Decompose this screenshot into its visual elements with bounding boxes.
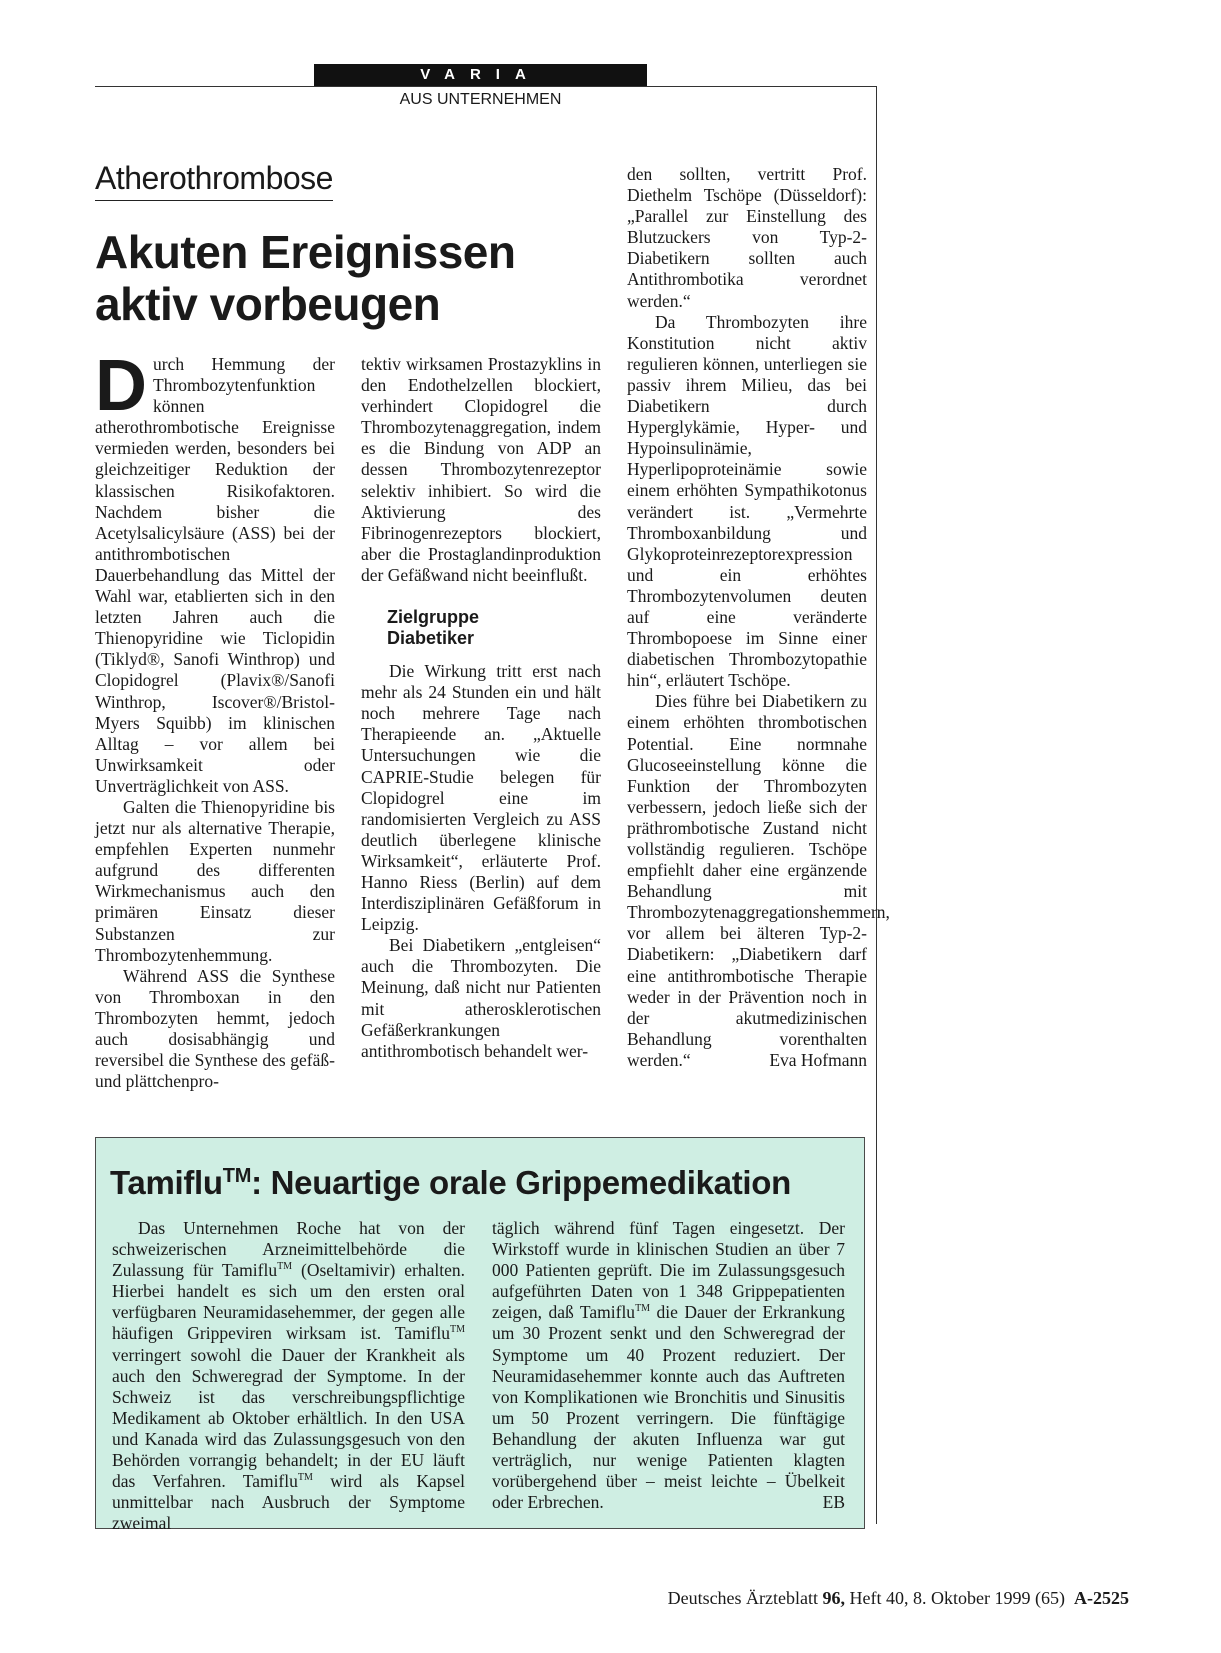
box-paragraph: [492, 1218, 845, 1513]
article-paragraph: [95, 346, 335, 797]
header-rule: [95, 86, 876, 87]
article-author: Eva Hofmann: [769, 1049, 867, 1070]
section-title: VARIA: [314, 64, 647, 86]
box-column-1: [112, 1218, 465, 1534]
article-paragraph: Während ASS die Synthese von Thromboxan in den Thrombozyten hemmt, jedoch auch dosisabhängig und reversibel die Synthese des gefäß- und plättchenpro-: [95, 965, 335, 1092]
subhead-line-1: Zielgruppe: [387, 607, 480, 628]
box-title-brand: Tamiflu: [110, 1164, 223, 1201]
subhead-line-2: Diabetiker: [387, 628, 475, 649]
trademark-mark: TM: [635, 1303, 651, 1315]
article-kicker: Atherothrombose: [95, 158, 333, 201]
article-paragraph: tektiv wirksamen Prostazyklins in den Endothelzellen blockiert, verhindert Clopidogrel die Thrombozytenaggregation, indem es die Bindung von ADP an dessen Thrombozytenrezeptor selektiv inhibiert. So wird die Aktivierung des Fibrinogenrezeptors blockiert, aber die Prostaglandinproduktion der Gefäßwand nicht beeinflußt.: [361, 354, 601, 585]
box-title-rest: : Neuartige orale Grippemedikation: [251, 1164, 792, 1201]
article-column-1: [95, 346, 335, 1092]
text-run: täglich während fünf Tagen eingesetzt. Der Wirkstoff wurde in klinischen Studien an über 7 000 Patienten geprüft. Die im Zulassungsgesuch aufgeführten Daten von 1 348 Grippepatienten zeigen, daß Tamiflu: [492, 1218, 845, 1323]
footer-volume: 96,: [822, 1588, 846, 1608]
article-column-3: [627, 164, 890, 1071]
tamiflu-box: [95, 1137, 865, 1534]
page-footer: [668, 1587, 1129, 1609]
text-run: die Dauer der Erkrankung um 30 Prozent senkt und den Schweregrad der Symptome um 40 Prozent reduziert. Der Neuramidasehemmer konnte auch das Auftreten von Komplikationen wie Bronchitis und Sinusitis um 50 Prozent verringern. Die fünftägige Behandlung der akuten Influenza war gut verträglich, nur wenige Patienten klagten vorübergehend über – meist leichte – Übelkeit oder Erbrechen.: [492, 1302, 845, 1513]
article-paragraph: Die Wirkung tritt erst nach mehr als 24 Stunden ein und hält noch mehrere Tage nach Therapieende an. „Aktuelle Untersuchungen wie die CAPRIE-Studie belegen für Clopidogrel eine im randomisierten Vergleich zu ASS deutlich überlegene klinische Wirksamkeit“, erläuterte Prof. Hanno Riess (Berlin) auf dem Interdisziplinären Gefäßforum in Leipzig.: [361, 661, 601, 935]
footer-page-number: A-2525: [1074, 1588, 1129, 1608]
text-run: (Oseltamivir) erhalten. Hierbei handelt es sich um den ersten oral verfügbaren Neuramidasehemmer, der gegen alle häufigen Grippeviren wirksam ist. Tamiflu: [112, 1260, 465, 1344]
box-column-2: [492, 1218, 845, 1513]
drop-cap: D: [95, 346, 147, 426]
footer-journal: Deutsches Ärzteblatt: [667, 1588, 823, 1608]
text-run: wird als Kapsel unmittelbar nach Ausbruch der Symptome zweimal: [112, 1471, 465, 1534]
text-run: verringert sowohl die Dauer der Krankheit als auch den Schweregrad der Symptome. In der Schweiz ist das verschreibungspflichtige Medikament ab Oktober erhältlich. In den USA und Kanada wird das Zulassungsgesuch von den Behörden vorrangig behandelt; in der EU läuft das Verfahren. Tamiflu: [112, 1344, 465, 1492]
article-headline: [95, 226, 595, 330]
text-run: Das Unternehmen Roche hat von der schweizerischen Arzneimittelbehörde die Zulassung für Tamiflu: [112, 1218, 465, 1281]
column-rule: [876, 86, 877, 1524]
box-title: [110, 1156, 791, 1203]
section-subtitle: AUS UNTERNEHMEN: [399, 91, 562, 108]
article-paragraph: den sollten, vertritt Prof. Diethelm Tschöpe (Düsseldorf): „Parallel zur Einstellung des Blutzuckers von Typ-2-Diabetikern sollten auch Antithrombotika verordnet werden.“: [627, 164, 867, 311]
trademark-mark: TM: [450, 1324, 465, 1336]
article-paragraph: Galten die Thienopyridine bis jetzt nur als alternative Therapie, empfehlen Experten nunmehr aufgrund des differenten Wirkmechanismus auch den primären Einsatz dieser Substanzen zur Thrombozytenhemmung.: [95, 796, 335, 965]
headline-line-2: aktiv vorbeugen: [95, 278, 441, 330]
paragraph-text: Dies führe bei Diabetikern zu einem erhöhten thrombotischen Potential. Eine normnahe Glucoseeinstellung könne die Funktion der Thrombozyten verbessern, jedoch ließe sich der präthrombotische Zustand nicht vollständig regulieren. Tschöpe empfiehlt daher eine ergänzende Behandlung mit Thrombozytenaggregationshemmern, vor allem bei älteren Typ-2-Diabetikern: „Diabetikern darf eine antithrombotische Therapie weder in der Prävention noch in der akutmedizinischen Behandlung vorenthalten werden.“: [627, 691, 890, 1070]
box-paragraph: [112, 1218, 465, 1534]
headline-line-1: Akuten Ereignissen: [95, 226, 516, 278]
article-paragraph: Bei Diabetikern „entgleisen“ auch die Thrombozyten. Die Meinung, daß nicht nur Patienten mit atherosklerotischen Gefäßerkrankungen antithrombotisch behandelt wer-: [361, 935, 601, 1061]
article-paragraph: Da Thrombozyten ihre Konstitution nicht aktiv regulieren können, unterliegen sie passiv ihrem Milieu, das bei Diabetikern durch Hyperglykämie, Hyper- und Hypoinsulinämie, Hyperlipoproteinämie sowie einem erhöhten Sympathikotonus verändert ist. „Vermehrte Thromboxanbildung und Glykoproteinrezeptorexpression und ein erhöhtes Thrombozytenvolumen deuten auf eine veränderte Thrombopoese im Sinne einer diabetischen Thrombozytopathie hin“, erläutert Tschöpe.: [627, 311, 867, 691]
trademark-mark: TM: [297, 1472, 313, 1484]
box-author: EB: [822, 1492, 845, 1513]
article-column-2: [361, 354, 601, 1062]
trademark-mark: TM: [222, 1165, 252, 1187]
paragraph-text: urch Hemmung der Thrombozytenfunktion können atherothrombotische Ereignisse vermieden werden, besonders bei gleichzeitiger Reduktion der klassischen Risikofaktoren. Nachdem bisher die Acetylsalicylsäure (ASS) bei der antithrombotischen Dauerbehandlung das Mittel der Wahl war, etablierten sich in den letzten Jahren auch die Thienopyridine wie Ticlopidin (Tiklyd®, Sanofi Winthrop) und Clopidogrel (Plavix®/Sanofi Winthrop, Iscover®/Bristol-Myers Squibb) im klinischen Alltag – vor allem bei Unwirksamkeit oder Unverträglichkeit von ASS.: [95, 354, 335, 796]
footer-issue: Heft 40, 8. Oktober 1999 (65): [845, 1588, 1065, 1608]
article-subhead: [387, 607, 601, 649]
trademark-mark: TM: [277, 1261, 293, 1273]
article-paragraph: [627, 691, 890, 1071]
